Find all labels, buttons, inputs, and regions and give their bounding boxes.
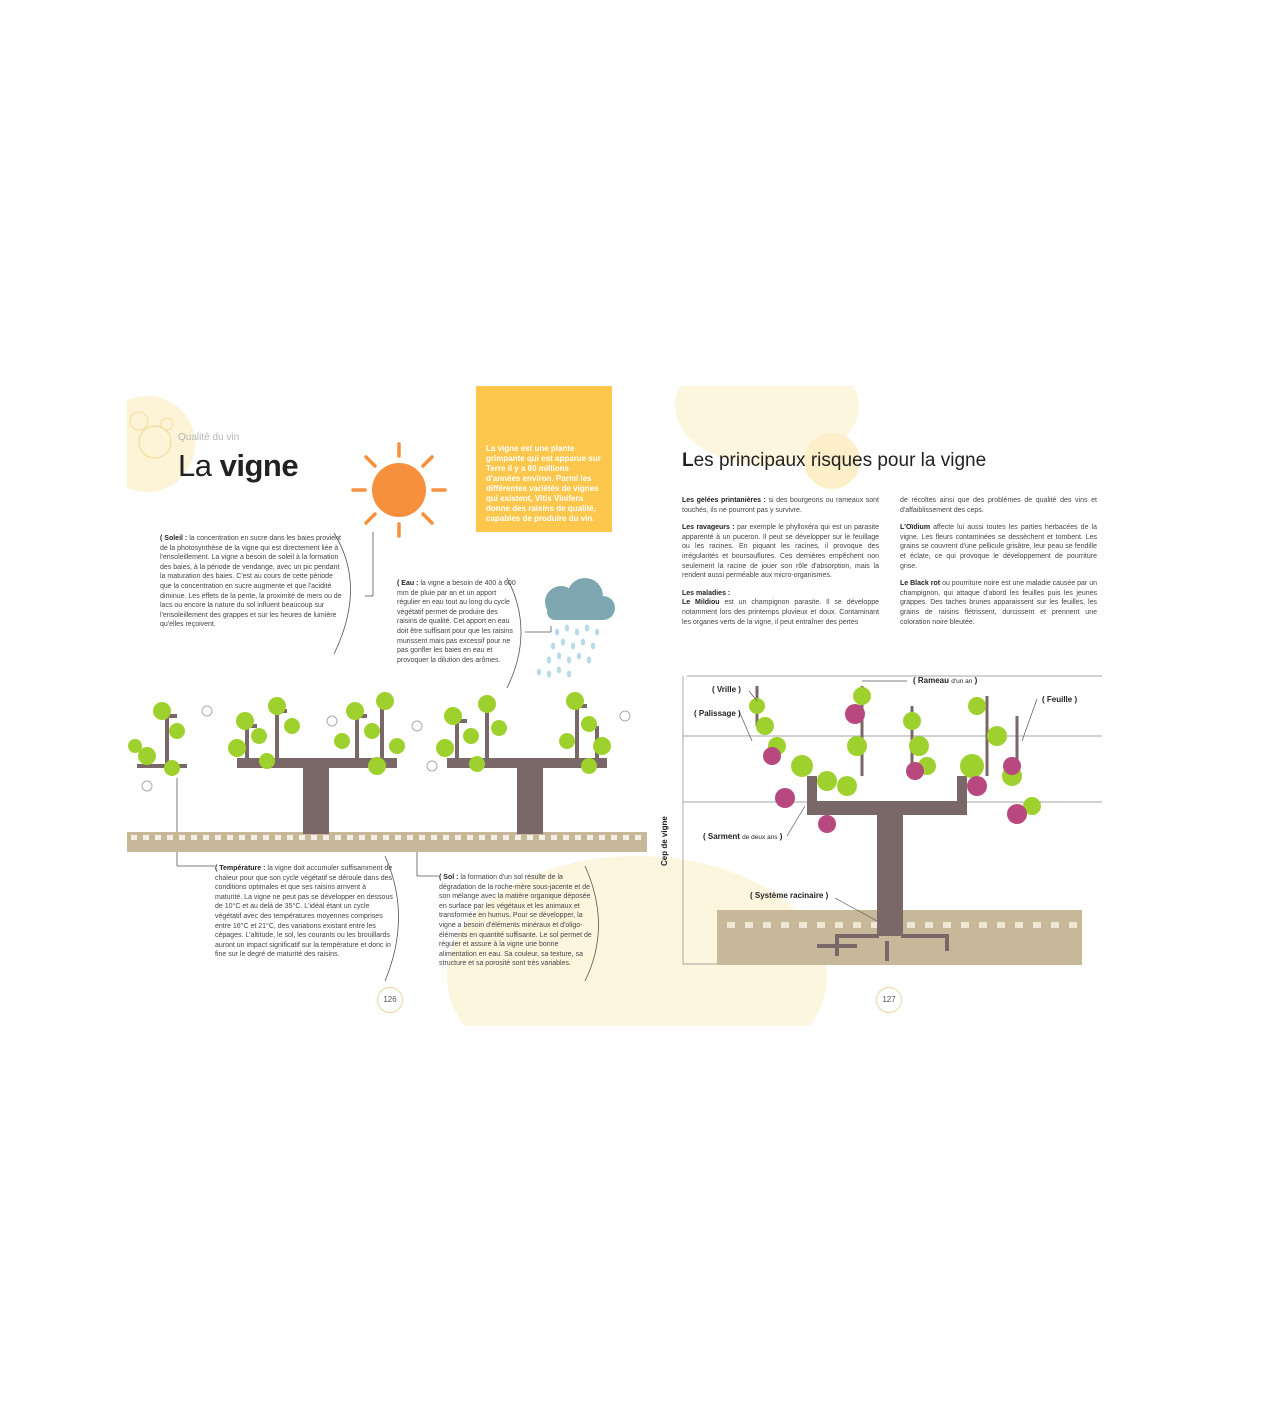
ravageurs-paragraph xyxy=(682,523,879,581)
right-page-title xyxy=(682,450,986,472)
vrille-text: Vrille xyxy=(716,685,737,694)
title-strong: vigne xyxy=(219,448,299,483)
black-rot-text: ou pourriture noire est une maladie causée par un champignon, qui attaque d'abord les feuilles puis les jeunes grappes. Des taches brunes apparaissent sur les feuilles, les grains de raisins flétrissent, durcissent et prennent une coloration noire bleutée. xyxy=(900,580,1098,626)
systeme-text: Système racinaire xyxy=(754,891,824,900)
temperature-label: Température : xyxy=(219,865,266,872)
feuille-text: Feuille xyxy=(1046,695,1073,704)
vineyard-illustration xyxy=(127,686,647,856)
temperature-block: ( Température : la vigne doit accumuler suffisamment de chaleur pour que son cycle végétatif se déroule dans des conditions optimales et que ses raisins arrivent à maturité. La vigne ne peut pas se développer en dessous de 10°C et au delà de 35°C. L'idéal étant un cycle végétatif avec des températures moyennes comprises entre 16°C et 21°C, des variations existant entre les cépages. L'altitude, le sol, les courants ou les brouillards auront un impact significatif sur la température et donc in fine sur le degré de maturité des raisins. xyxy=(215,865,393,959)
black-rot-label: Le Black rot xyxy=(900,580,941,588)
temperature-text: la vigne doit accumuler suffisamment de chaleur pour que son cycle végétatif se déroule dans des conditions optimales et que ses raisins arrivent à maturité. La vigne ne peut pas se développer en dessous de 10°C et au delà de 35°C. L'idéal étant un cycle végétatif avec des températures moyennes comprises entre 16°C et 21°C, des variations existant entre les cépages. L'altitude, le sol, les courants ou les brouillards auront un impact significatif sur la température et donc in fine sur le degré de maturité des raisins. xyxy=(215,865,393,959)
title-cap: L xyxy=(682,450,694,471)
page-number-right: 127 xyxy=(876,987,902,1013)
rameau-text: Rameau xyxy=(917,676,950,685)
sol-label: Sol : xyxy=(443,874,459,881)
soleil-text: la concentration en sucre dans les baies provient de la photosynthèse de la vigne qui est directement liée à l'ensoleillement. La vigne a besoin de soleil à la formation des baies, à la période de vendange, avec un pic pendant la maturation des baies. C'est au cours de cette période que la concentration en sucre augmente et que l'acidité diminue. Les effets de la pente, la proximité de mers ou de lacs ou encore la nature du sol influent beaucoup sur l'ensoleillement des grappes et sur les heures de lumière qu'elles reçoivent. xyxy=(160,535,342,629)
ravageurs-label: Les ravageurs : xyxy=(682,524,735,532)
risks-column-2 xyxy=(900,496,1097,635)
sol-block: ( Sol : la formation d'un sol résulte de la dégradation de la roche-mère sous-jacente et de son mélange avec la matière organique déposée en surface par les végétaux et les animaux et transformée en humus. Pour se développer, la vigne a besoin d'éléments minéraux et d'oligo-éléments en quantité suffisante. Le sol permet de réguler et assure à la vigne une bonne alimentation en eau. Sa couleur, sa texture, sa structure et sa porosité sont très variables. xyxy=(439,874,592,968)
eau-text: la vigne a besoin de 400 à 600 mm de pluie par an et un apport régulier en eau tout au long du cycle végétatif permet de produire des raisins de qualité. Cet apport en eau doit être suffisant pour que les raisins murissent mais pas excessif pour ne pas gonfler les baies en eau et provoquer la dilution des arômes. xyxy=(397,580,516,664)
maladies-label: Les maladies : xyxy=(682,589,731,597)
vine-plant xyxy=(436,692,611,834)
palissage-text: Palissage xyxy=(698,709,736,718)
gelees-paragraph xyxy=(682,496,879,515)
vine-plant xyxy=(128,692,405,834)
oidium-paragraph xyxy=(900,523,1097,571)
oidium-label: L'Oïdium xyxy=(900,524,931,532)
black-rot-paragraph xyxy=(900,579,1097,627)
soleil-block: ( Soleil : la concentration en sucre dans les baies provient de la photosynthèse de la vigne qui est directement liée à l'ensoleillement. La vigne a besoin de soleil à la formation des baies, à la période de vendange, avec un pic pendant la maturation des baies. C'est au cours de cette période que la concentration en sucre augmente et que l'acidité diminue. Les effets de la pente, la proximité de mers ou de lacs ou encore la nature du sol influent beaucoup sur l'ensoleillement des grappes et sur les heures de lumière qu'elles reçoivent. xyxy=(160,535,342,629)
rameau-small: d'un an xyxy=(951,678,973,685)
book-spread xyxy=(127,386,1102,1026)
label-rameau: ( Rameau d'un an ) xyxy=(913,676,978,685)
label-systeme: ( Système racinaire ) xyxy=(750,891,829,900)
page-number-left: 126 xyxy=(377,987,403,1013)
sol-text: la formation d'un sol résulte de la dégradation de la roche-mère sous-jacente et de son mélange avec la matière organique déposée en surface par les végétaux et les animaux et transformée en humus. Pour se développer, la vigne a besoin d'éléments minéraux et d'oligo-éléments en quantité suffisante. Le sol permet de réguler et assure à la vigne une bonne alimentation en eau. Sa couleur, sa texture, sa structure et sa porosité sont très variables. xyxy=(439,874,592,968)
cep-label: Cep de vigne xyxy=(660,816,669,866)
gelees-label: Les gelées printanières : xyxy=(682,497,766,504)
label-vrille: ( Vrille ) xyxy=(712,685,741,694)
mildiou-text: est un champignon parasite. Il se développe notamment lors des printemps pluvieux et doux. Contaminant les organes verts de la vigne, il peut entraîner des pertes xyxy=(682,599,880,626)
oidium-text: affecte lui aussi toutes les parties herbacées de la vigne. Les fleurs contaminées se dessèchent et tombent. Les grains se couvrent d'une pellicule grisâtre, leur peau se fendille et éclate, ce qui provoque le développement de pourriture grise. xyxy=(900,524,1097,570)
soleil-label: Soleil : xyxy=(164,535,188,542)
title-rest: es principaux risques pour la vigne xyxy=(693,450,987,471)
risks-column-1 xyxy=(682,496,879,635)
maladies-paragraph xyxy=(682,589,879,627)
label-feuille: ( Feuille ) xyxy=(1042,695,1078,704)
kicker: Qualité du vin xyxy=(178,432,240,443)
mildiou-continued: de récoltes ainsi que des problèmes de qualité des vins et d'affaiblissement des ceps. xyxy=(900,497,1097,514)
eau-label: Eau : xyxy=(401,580,419,587)
ravageurs-text: par exemple le phylloxéra qui est un parasite apparenté à un puceron. Il peut se développer sur le feuillage ou les racines. En piquant les racines, il provoque des irrégularités et boursouflures. Ces dernières empêchent non seulement la racine de jouer son rôle d'absorption, mais la rendent aussi perméable aux micro-organismes. xyxy=(682,524,879,580)
label-palissage: ( Palissage ) xyxy=(694,709,741,718)
gelees-text: si des bourgeons ou rameaux sont touchés, ils ne pourront pas y survivre. xyxy=(682,497,879,514)
eau-block: ( Eau : la vigne a besoin de 400 à 600 mm de pluie par an et un apport régulier en eau tout au long du cycle végétatif permet de produire des raisins de qualité. Cet apport en eau doit être suffisant pour que les raisins murissent mais pas excessif pour ne pas gonfler les baies en eau et provoquer la dilution des arômes. xyxy=(397,580,516,664)
title-prefix: La xyxy=(178,448,212,483)
mildiou-label: Le Mildiou xyxy=(682,599,720,607)
intro-text: La vigne est une plante grimpante qui est apparue sur Terre il y a 60 millions d'années environ. Parmi les différentes variétés de vignes qui existent, Vitis Vinifera donne des raisins de qualité, capables de produire du vin. xyxy=(486,444,601,523)
sarment-small: de deux ans xyxy=(742,834,778,841)
sarment-text: Sarment xyxy=(707,832,740,841)
label-sarment: ( Sarment de deux ans ) xyxy=(703,832,783,841)
